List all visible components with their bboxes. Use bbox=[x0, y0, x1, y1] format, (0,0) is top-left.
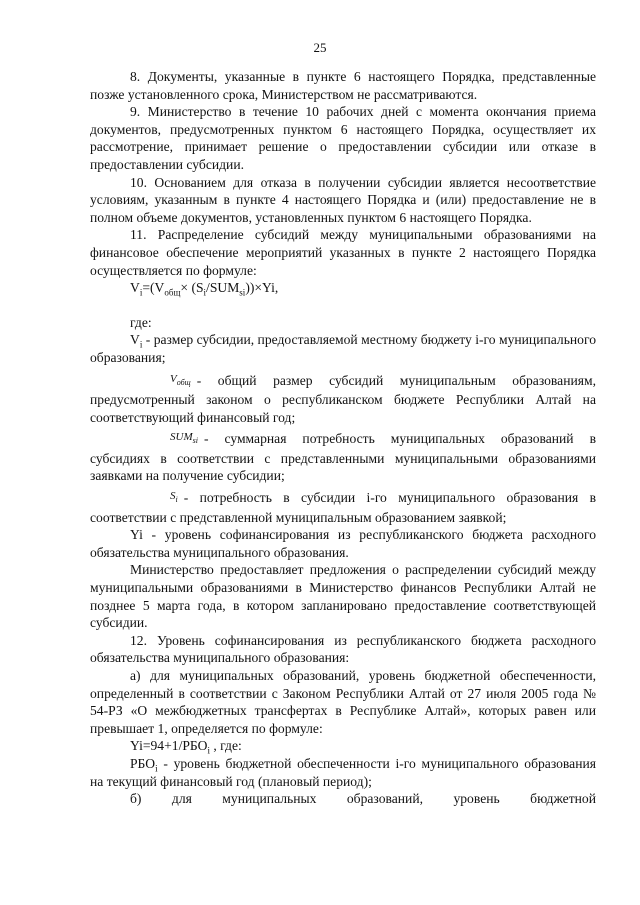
paragraph-12a: а) для муниципальных образований, уровень бюджетной обеспеченности, определенный в соответствии с Законом Республики Алтай от 27 июля 2005 года № 54-РЗ «О межбюджетных трансфертах в Республике Алтай», которых равен или превышает 1, определяется по формуле: bbox=[90, 668, 596, 736]
paragraph-ministry: Министерство предоставляет предложения о распределении субсидий между муниципальными образованиями в Министерство финансов Республики Алтай не позднее 5 марта года, в котором запланировано предоставление соответствующей субсидии. bbox=[90, 562, 596, 631]
paragraph-9: 9. Министерство в течение 10 рабочих дней с момента окончания приема документов, предусмотренных пунктом 6 настоящего Порядка, осуществляет их рассмотрение, принимает решение о предоставлении субсидии или отказе в предоставлении субсидии. bbox=[90, 104, 596, 172]
document-body bbox=[90, 68, 596, 808]
formula-cofinancing: $Yi=94+1/РБО_i$ , где: bbox=[130, 738, 242, 757]
paragraph-8: 8. Документы, указанные в пункте 6 настоящего Порядка, представленные позже установленного срока, Министерством не рассматриваются. bbox=[90, 69, 596, 102]
definition-yi: Yi - уровень софинансирования из республиканского бюджета расходного обязательства муниципального образования. bbox=[90, 527, 596, 560]
definition-sum: $SUM_{si}$ - суммарная потребность муниципальных образований в субсидиях в соответствии с представленными муниципальными образованиями заявками на получение субсидии; bbox=[90, 431, 596, 484]
formula-distribution: $V_i=(V_{общ}\times (S_i/SUM_{si}))\times Yi$, bbox=[130, 280, 279, 298]
definition-si: $S_i$ - потребность в субсидии i-го муниципального образования в соответствии с представленной муниципальным образованием заявкой; bbox=[90, 490, 596, 525]
paragraph-11: 11. Распределение субсидий между муниципальными образованиями на финансовое обеспечение мероприятий указанных в пункте 2 настоящего Порядка осуществляется по формуле: bbox=[90, 227, 596, 278]
where-label: где: bbox=[130, 314, 152, 330]
symbol-sum: $SUM_{si}$ bbox=[170, 431, 198, 446]
paragraph-10: 10. Основанием для отказа в получении субсидии является несоответствие условиям, указанным в пункте 4 настоящего Порядка и (или) предоставление не в полном объеме документов, установленных пунктом 6 настоящего Порядка. bbox=[90, 174, 596, 225]
symbol-vobsh: $V_{общ}$ bbox=[170, 372, 191, 387]
symbol-si: $S_i$ bbox=[170, 490, 178, 505]
paragraph-12: 12. Уровень софинансирования из республиканского бюджета расходного обязательства муниципального образования: bbox=[90, 632, 596, 666]
paragraph-12b: б) для муниципальных образований, уровень бюджетной bbox=[130, 791, 596, 807]
definition-rbo: $РБО_i$ - уровень бюджетной обеспеченности i-го муниципального образования на текущий финансовый год (плановый период); bbox=[90, 755, 596, 789]
definition-vi: $V_i$ - размер субсидии, предоставляемой местному бюджету i-го муниципального образования; bbox=[90, 332, 596, 365]
page-number: 25 bbox=[313, 40, 327, 55]
definition-vobsh: $V_{общ}$ - общий размер субсидий муниципальным образованиям, предусмотренный законом о республиканском бюджете Республики Алтай на соответствующий финансовый год; bbox=[90, 372, 596, 425]
